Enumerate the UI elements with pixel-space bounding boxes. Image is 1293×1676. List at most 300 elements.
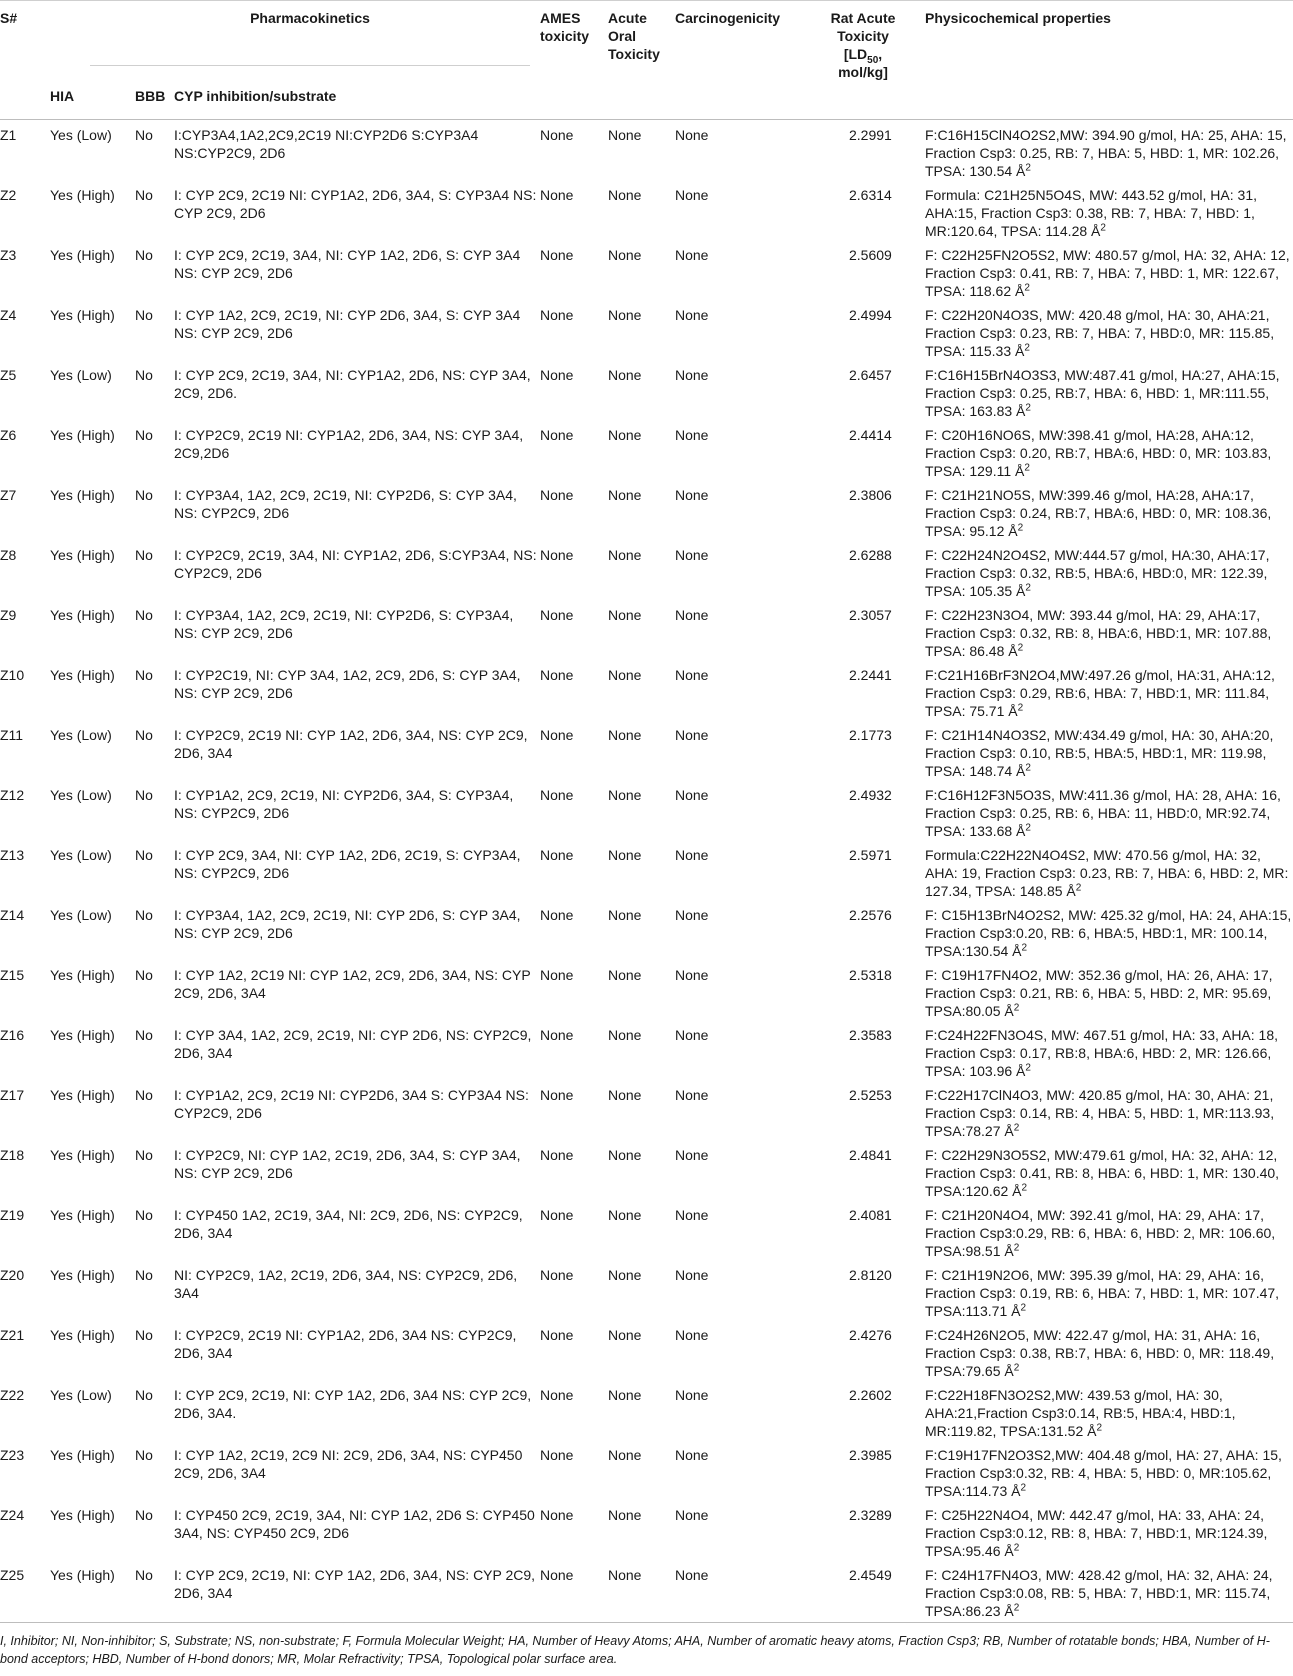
carcinogenicity-cell: None [675,667,709,683]
cyp-cell: I: CYP1A2, 2C9, 2C19 NI: CYP2D6, 3A4 S: CYP3A4 NS: CYP2C9, 2D6 [174,1087,529,1121]
physchem-text: F:C16H15BrN4O3S3, MW:487.41 g/mol, HA:27, AHA:15, Fraction Csp3: 0.25, RB:7, HBA: 6, HBD: 1, MR:111.55, TPSA: 163.83 Å [925,367,1280,419]
ames-cell: None [540,787,574,803]
compound-id: Z16 [0,1027,25,1043]
bbb-cell: No [135,367,153,383]
bbb-cell: No [135,187,153,203]
col-header-blank [675,81,819,120]
hia-cell: Yes (High) [50,1087,115,1103]
cyp-cell: I: CYP450 2C9, 2C19, 3A4, NI: CYP 1A2, 2D6 S: CYP450 3A4, NS: CYP450 2C9, 2D6 [174,1507,535,1541]
ames-cell: None [540,247,574,263]
pk-underline [90,9,530,66]
col-header-physchem: Physicochemical properties [925,10,1111,26]
tpsa-superscript: 2 [1075,882,1082,894]
physchem-cell [925,1380,1293,1440]
cyp-cell: I: CYP 2C9, 2C19, 3A4, NI: CYP 1A2, 2D6, S: CYP 3A4 NS: CYP 2C9, 2D6 [174,247,521,281]
carcinogenicity-cell: None [675,1567,709,1583]
physchem-cell [925,660,1293,720]
cyp-cell: I: CYP1A2, 2C9, 2C19, NI: CYP2D6, 3A4, S: CYP3A4, NS: CYP2C9, 2D6 [174,787,514,821]
cyp-cell: I: CYP 2C9, 2C19, NI: CYP 1A2, 2D6, 3A4 NS: CYP 2C9, 2D6, 3A4. [174,1387,532,1421]
table-row [0,120,1293,181]
physchem-text: F: C20H16NO6S, MW:398.41 g/mol, HA:28, AHA:12, Fraction Csp3: 0.20, RB:7, HBA:6, HBD: 0, MR: 103.83, TPSA: 129.11 Å [925,427,1272,479]
rat-acute-cell: 2.2991 [849,127,892,143]
hia-cell: Yes (High) [50,1147,115,1163]
ames-cell: None [540,1027,574,1043]
carcinogenicity-cell: None [675,1267,709,1283]
ames-cell: None [540,1507,574,1523]
compound-id: Z15 [0,967,25,983]
acute-oral-cell: None [608,1147,642,1163]
carcinogenicity-cell: None [675,307,709,323]
acute-oral-cell: None [608,1087,642,1103]
tpsa-superscript: 2 [1025,822,1031,834]
bbb-cell: No [135,667,153,683]
compound-id: Z1 [0,127,17,143]
hia-cell: Yes (Low) [50,127,112,143]
tpsa-superscript: 2 [1013,1602,1020,1614]
cyp-cell: NI: CYP2C9, 1A2, 2C19, 2D6, 3A4, NS: CYP2C9, 2D6, 3A4 [174,1267,518,1301]
bbb-cell: No [135,1207,153,1223]
hia-cell: Yes (Low) [50,727,112,743]
physchem-cell [925,1080,1293,1140]
rat-acute-cell: 2.6314 [849,187,892,203]
physchem-cell [925,120,1293,181]
physchem-cell [925,900,1293,960]
table-row [0,960,1293,1020]
hia-cell: Yes (Low) [50,907,112,923]
col-header-bbb: BBB [135,88,166,104]
acute-oral-cell: None [608,1027,642,1043]
table-row [0,420,1293,480]
physchem-cell [925,1260,1293,1320]
ames-cell: None [540,1567,574,1583]
hia-cell: Yes (High) [50,247,115,263]
cyp-cell: I: CYP450 1A2, 2C19, 3A4, NI: 2C9, 2D6, NS: CYP2C9, 2D6, 3A4 [174,1207,523,1241]
hia-cell: Yes (High) [50,607,115,623]
cyp-cell: I: CYP 2C9, 2C19, 3A4, NI: CYP1A2, 2D6, NS: CYP 3A4, 2C9, 2D6. [174,367,531,401]
table-row [0,900,1293,960]
ames-cell: None [540,847,574,863]
table-row [0,1020,1293,1080]
physchem-cell [925,1560,1293,1620]
tpsa-superscript: 2 [1024,462,1030,474]
col-header-blank [925,81,1293,120]
bbb-cell: No [135,907,153,923]
hia-cell: Yes (High) [50,547,115,563]
physchem-cell [925,1500,1293,1560]
acute-oral-cell: None [608,787,642,803]
physchem-cell [925,420,1293,480]
hia-cell: Yes (High) [50,1507,115,1523]
tpsa-superscript: 2 [1025,162,1031,174]
bbb-cell: No [135,1267,153,1283]
ames-cell: None [540,907,574,923]
compound-id: Z7 [0,487,17,503]
carcinogenicity-cell: None [675,847,709,863]
hia-cell: Yes (High) [50,307,115,323]
rat-acute-cell: 2.5318 [849,967,892,983]
acute-oral-cell: None [608,1327,642,1343]
rat-acute-post: , mol/kg] [838,46,888,80]
table-footnote: I, Inhibitor; NI, Non-inhibitor; S, Substrate; NS, non-substrate; F, Formula Molecular Weight; HA, Number of Heavy Atoms; AHA, Number of aromatic heavy atoms, Fraction Csp3; RB, Number of rotatable bonds; HBA, Number of H-bond acceptors; HBD, Number of H-bond donors; MR, Molar Refractivity; TPSA, Topological polar surface area. [0,1622,1293,1668]
ames-cell: None [540,187,574,203]
table-body [0,120,1293,1621]
table-row [0,480,1293,540]
physchem-text: F: C22H24N2O4S2, MW:444.57 g/mol, HA:30, AHA:17, Fraction Csp3: 0.32, RB:5, HBA:6, HBD:0, MR: 122.39, TPSA: 105.35 Å [925,547,1270,599]
compound-id: Z9 [0,607,17,623]
physchem-cell [925,780,1293,840]
ames-cell: None [540,1087,574,1103]
carcinogenicity-cell: None [675,1447,709,1463]
physchem-text: F: C22H25FN2O5S2, MW: 480.57 g/mol, HA: 32, AHA: 12, Fraction Csp3: 0.41, RB: 7, HBA: 7, HBD: 1, MR: 122.67, TPSA: 118.62 Å [925,247,1290,299]
bbb-cell: No [135,607,153,623]
physchem-cell [925,360,1293,420]
hia-cell: Yes (Low) [50,787,112,803]
table-row [0,600,1293,660]
table-row [0,1200,1293,1260]
rat-acute-cell: 2.4994 [849,307,892,323]
physchem-text: F: C25H22N4O4, MW: 442.47 g/mol, HA: 33, AHA: 24, Fraction Csp3:0.12, RB: 8, HBA: 7, HBD:1, MR:124.39, TPSA:95.46 Å [925,1507,1268,1559]
compound-id: Z5 [0,367,17,383]
physchem-cell [925,840,1293,900]
physchem-text: F: C21H20N4O4, MW: 392.41 g/mol, HA: 29, AHA: 17, Fraction Csp3:0.29, RB: 6, HBA: 6, HBD: 2, MR: 106.60, TPSA:98.51 Å [925,1207,1276,1259]
compound-id: Z20 [0,1267,25,1283]
col-header-pharmacokinetics-cell [50,1,540,82]
tpsa-superscript: 2 [1024,282,1030,294]
rat-acute-cell: 2.4276 [849,1327,892,1343]
hia-cell: Yes (High) [50,487,115,503]
compound-id: Z3 [0,247,17,263]
tpsa-superscript: 2 [1017,522,1024,534]
physchem-cell [925,1020,1293,1080]
hia-cell: Yes (High) [50,187,115,203]
tpsa-superscript: 2 [1021,1182,1028,1194]
col-header-blank [608,81,675,120]
physchem-text: Formula:C22H22N4O4S2, MW: 470.56 g/mol, HA: 32, AHA: 19, Fraction Csp3: 0.23, RB: 7, HBA: 6, HBD: 2, MR: 127.34, TPSA: 148.85 Å [925,847,1289,899]
physchem-text: F: C21H19N2O6, MW: 395.39 g/mol, HA: 29, AHA: 16, Fraction Csp3: 0.19, RB: 6, HBA: 7, HBD: 1, MR: 107.47, TPSA:113.71 Å [925,1267,1280,1319]
compound-id: Z22 [0,1387,25,1403]
hia-cell: Yes (High) [50,1327,115,1343]
compound-id: Z11 [0,727,24,743]
ames-cell: None [540,487,574,503]
acute-oral-cell: None [608,607,642,623]
acute-oral-cell: None [608,187,642,203]
col-header-blank [540,81,608,120]
table-row [0,540,1293,600]
bbb-cell: No [135,727,153,743]
table-row [0,660,1293,720]
bbb-cell: No [135,1387,153,1403]
physchem-text: F:C16H15ClN4O2S2,MW: 394.90 g/mol, HA: 25, AHA: 15, Fraction Csp3: 0.25, RB: 7, HBA: 5, HBD: 1, MR: 102.26, TPSA: 130.54 Å [925,127,1287,179]
bbb-cell: No [135,1567,153,1583]
cyp-cell: I: CYP 1A2, 2C19 NI: CYP 1A2, 2C9, 2D6, 3A4, NS: CYP 2C9, 2D6, 3A4 [174,967,531,1001]
rat-acute-cell: 2.2576 [849,907,892,923]
rat-acute-cell: 2.5609 [849,247,892,263]
rat-acute-cell: 2.3057 [849,607,892,623]
physchem-cell [925,180,1293,240]
physchem-cell [925,1200,1293,1260]
tpsa-superscript: 2 [1024,342,1030,354]
tpsa-superscript: 2 [1017,702,1024,714]
carcinogenicity-cell: None [675,907,709,923]
hia-cell: Yes (High) [50,1567,115,1583]
compound-id: Z23 [0,1447,25,1463]
physchem-text: F:C24H22FN3O4S, MW: 467.51 g/mol, HA: 33, AHA: 18, Fraction Csp3: 0.17, RB:8, HBA:6, HBD: 2, MR: 126.66, TPSA: 103.96 Å [925,1027,1279,1079]
compound-id: Z21 [0,1327,25,1343]
tpsa-superscript: 2 [1013,1242,1020,1254]
carcinogenicity-cell: None [675,787,709,803]
physchem-text: F: C15H13BrN4O2S2, MW: 425.32 g/mol, HA: 24, AHA:15, Fraction Csp3:0.20, RB: 6, HBA:5, HBD:1, MR: 100.14, TPSA:130.54 Å [925,907,1292,959]
ames-cell: None [540,427,574,443]
compound-id: Z14 [0,907,25,923]
ames-cell: None [540,1327,574,1343]
rat-acute-cell: 2.3583 [849,1027,892,1043]
physchem-text: F:C21H16BrF3N2O4,MW:497.26 g/mol, HA:31, AHA:12, Fraction Csp3: 0.29, RB:6, HBA: 7, HBD:1, MR: 111.84, TPSA: 75.71 Å [925,667,1275,719]
bbb-cell: No [135,1327,153,1343]
compound-id: Z2 [0,187,17,203]
rat-acute-cell: 2.6457 [849,367,892,383]
rat-acute-cell: 2.2602 [849,1387,892,1403]
bbb-cell: No [135,127,153,143]
table-row [0,840,1293,900]
col-header-carcinogenicity: Carcinogenicity [675,10,781,26]
ames-cell: None [540,607,574,623]
tpsa-superscript: 2 [1025,762,1031,774]
carcinogenicity-cell: None [675,1387,709,1403]
physchem-text: F: C22H20N4O3S, MW: 420.48 g/mol, HA: 30, AHA:21, Fraction Csp3: 0.23, RB: 7, HBA: 7, HBD:0, MR: 115.85, TPSA: 115.33 Å [925,307,1275,359]
compound-id: Z4 [0,307,17,323]
physchem-cell [925,1320,1293,1380]
hia-cell: Yes (High) [50,1207,115,1223]
rat-acute-sub: 50 [867,54,879,66]
tpsa-superscript: 2 [1025,402,1031,414]
physchem-text: F: C22H23N3O4, MW: 393.44 g/mol, HA: 29, AHA:17, Fraction Csp3: 0.32, RB: 8, HBA:6, HBD:1, MR: 107.88, TPSA: 86.48 Å [925,607,1272,659]
cyp-cell: I: CYP3A4, 1A2, 2C9, 2C19, NI: CYP2D6, S: CYP 3A4, NS: CYP2C9, 2D6 [174,487,517,521]
physchem-text: Formula: C21H25N5O4S, MW: 443.52 g/mol, HA: 31, AHA:15, Fraction Csp3: 0.38, RB: 7, HBA: 7, HBD: 1, MR:120.64, TPSA: 114.28 Å [925,187,1257,239]
acute-oral-cell: None [608,1507,642,1523]
cyp-cell: I: CYP2C9, 2C19, 3A4, NI: CYP1A2, 2D6, S:CYP3A4, NS: CYP2C9, 2D6 [174,547,537,581]
compound-id: Z13 [0,847,25,863]
col-header-pharmacokinetics: Pharmacokinetics [250,10,370,26]
physchem-cell [925,240,1293,300]
carcinogenicity-cell: None [675,607,709,623]
bbb-cell: No [135,487,153,503]
cyp-cell: I: CYP2C9, 2C19 NI: CYP1A2, 2D6, 3A4 NS: CYP2C9, 2D6, 3A4 [174,1327,517,1361]
rat-acute-pre: Rat Acute Toxicity [LD [830,10,896,62]
physchem-cell [925,1440,1293,1500]
acute-oral-cell: None [608,1447,642,1463]
acute-oral-cell: None [608,967,642,983]
carcinogenicity-cell: None [675,187,709,203]
col-header-hia: HIA [50,88,75,104]
acute-oral-cell: None [608,307,642,323]
table-row [0,780,1293,840]
rat-acute-cell: 2.1773 [849,727,892,743]
compound-id: Z12 [0,787,25,803]
physchem-text: F:C24H26N2O5, MW: 422.47 g/mol, HA: 31, AHA: 16, Fraction Csp3: 0.38, RB:7, HBA: 6, HBD: 0, MR: 118.49, TPSA:79.65 Å [925,1327,1275,1379]
carcinogenicity-cell: None [675,727,709,743]
tpsa-superscript: 2 [1100,222,1106,234]
acute-oral-cell: None [608,907,642,923]
bbb-cell: No [135,1507,153,1523]
tpsa-superscript: 2 [1013,1362,1020,1374]
ames-cell: None [540,667,574,683]
tpsa-superscript: 2 [1021,942,1028,954]
rat-acute-cell: 2.5971 [849,847,892,863]
acute-oral-cell: None [608,427,642,443]
physchem-text: F:C16H12F3N5O3S, MW:411.36 g/mol, HA: 28, AHA: 16, Fraction Csp3: 0.25, RB: 6, HBA: 11, HBD:0, MR:92.74, TPSA: 133.68 Å [925,787,1281,839]
rat-acute-cell: 2.8120 [849,1267,892,1283]
tpsa-superscript: 2 [1096,1422,1103,1434]
table-row [0,360,1293,420]
table-row [0,300,1293,360]
hia-cell: Yes (Low) [50,367,112,383]
tpsa-superscript: 2 [1017,642,1024,654]
table-row [0,1440,1293,1500]
compound-id: Z6 [0,427,17,443]
cyp-cell: I: CYP 1A2, 2C9, 2C19, NI: CYP 2D6, 3A4, S: CYP 3A4 NS: CYP 2C9, 2D6 [174,307,521,341]
tpsa-superscript: 2 [1013,1122,1020,1134]
carcinogenicity-cell: None [675,1507,709,1523]
physchem-text: F:C19H17FN2O3S2,MW: 404.48 g/mol, HA: 27, AHA: 15, Fraction Csp3:0.32, RB: 4, HBA: 5, HBD: 0, MR:105.62, TPSA:114.73 Å [925,1447,1282,1499]
rat-acute-cell: 2.4549 [849,1567,892,1583]
ames-cell: None [540,1387,574,1403]
compound-id: Z25 [0,1567,25,1583]
table-row [0,1140,1293,1200]
bbb-cell: No [135,1087,153,1103]
compound-id: Z18 [0,1147,25,1163]
cyp-cell: I: CYP 2C9, 2C19, NI: CYP 1A2, 2D6, 3A4, NS: CYP 2C9, 2D6, 3A4 [174,1567,536,1601]
ames-cell: None [540,1147,574,1163]
col-header-blank [819,81,925,120]
rat-acute-cell: 2.4932 [849,787,892,803]
table-row [0,1320,1293,1380]
physchem-text: F: C19H17FN4O2, MW: 352.36 g/mol, HA: 26, AHA: 17, Fraction Csp3: 0.21, RB: 6, HBA: 5, HBD: 2, MR: 95.69, TPSA:80.05 Å [925,967,1273,1019]
col-header-rat-acute [819,1,925,82]
carcinogenicity-cell: None [675,247,709,263]
hia-cell: Yes (Low) [50,847,112,863]
ames-cell: None [540,727,574,743]
acute-oral-cell: None [608,547,642,563]
carcinogenicity-cell: None [675,1207,709,1223]
rat-acute-cell: 2.6288 [849,547,892,563]
rat-acute-cell: 2.4081 [849,1207,892,1223]
acute-oral-cell: None [608,1207,642,1223]
hia-cell: Yes (High) [50,967,115,983]
physchem-cell [925,1140,1293,1200]
ames-cell: None [540,127,574,143]
cyp-cell: I: CYP 1A2, 2C19, 2C9 NI: 2C9, 2D6, 3A4, NS: CYP450 2C9, 2D6, 3A4 [174,1447,523,1481]
compound-id: Z19 [0,1207,25,1223]
cyp-cell: I: CYP2C9, 2C19 NI: CYP1A2, 2D6, 3A4, NS: CYP 3A4, 2C9,2D6 [174,427,524,461]
physchem-text: F: C22H29N3O5S2, MW:479.61 g/mol, HA: 32, AHA: 12, Fraction Csp3: 0.41, RB: 8, HBA: 6, HBD: 1, MR: 130.40, TPSA:120.62 Å [925,1147,1280,1199]
col-header-acute-oral: Acute Oral Toxicity [608,10,660,62]
ames-cell: None [540,967,574,983]
physchem-text: F: C21H14N4O3S2, MW:434.49 g/mol, HA: 30, AHA:20, Fraction Csp3: 0.10, RB:5, HBA:5, HBD:1, MR: 119.98, TPSA: 148.74 Å [925,727,1274,779]
table-row [0,1380,1293,1440]
cyp-cell: I: CYP3A4, 1A2, 2C9, 2C19, NI: CYP2D6, S: CYP3A4, NS: CYP 2C9, 2D6 [174,607,514,641]
cyp-cell: I: CYP2C19, NI: CYP 3A4, 1A2, 2C9, 2D6, S: CYP 3A4, NS: CYP 2C9, 2D6 [174,667,521,701]
ames-cell: None [540,307,574,323]
bbb-cell: No [135,967,153,983]
rat-acute-cell: 2.4414 [849,427,892,443]
bbb-cell: No [135,1447,153,1463]
carcinogenicity-cell: None [675,1327,709,1343]
physchem-cell [925,300,1293,360]
carcinogenicity-cell: None [675,427,709,443]
compound-id: Z24 [0,1507,25,1523]
col-header-blank [0,81,50,120]
header-row-1 [0,1,1293,82]
ames-cell: None [540,1267,574,1283]
tpsa-superscript: 2 [1020,1302,1027,1314]
ames-cell: None [540,367,574,383]
rat-acute-cell: 2.2441 [849,667,892,683]
cyp-cell: I: CYP2C9, NI: CYP 1A2, 2C19, 2D6, 3A4, S: CYP 3A4, NS: CYP 2C9, 2D6 [174,1147,521,1181]
acute-oral-cell: None [608,247,642,263]
table-row [0,1080,1293,1140]
bbb-cell: No [135,247,153,263]
header-row-2 [0,81,1293,120]
acute-oral-cell: None [608,847,642,863]
acute-oral-cell: None [608,1267,642,1283]
acute-oral-cell: None [608,367,642,383]
table-row [0,1260,1293,1320]
table-row [0,1560,1293,1620]
physchem-text: F:C22H18FN3O2S2,MW: 439.53 g/mol, HA: 30, AHA:21,Fraction Csp3:0.14, RB:5, HBA:4, HBD:1, MR:119.82, TPSA:131.52 Å [925,1387,1236,1439]
cyp-cell: I:CYP3A4,1A2,2C9,2C19 NI:CYP2D6 S:CYP3A4 NS:CYP2C9, 2D6 [174,127,479,161]
tpsa-superscript: 2 [1020,1482,1027,1494]
acute-oral-cell: None [608,487,642,503]
cyp-cell: I: CYP 2C9, 2C19 NI: CYP1A2, 2D6, 3A4, S: CYP3A4 NS: CYP 2C9, 2D6 [174,187,537,221]
rat-acute-cell: 2.4841 [849,1147,892,1163]
compound-id: Z17 [0,1087,25,1103]
hia-cell: Yes (High) [50,1447,115,1463]
cyp-cell: I: CYP2C9, 2C19 NI: CYP 1A2, 2D6, 3A4, NS: CYP 2C9, 2D6, 3A4 [174,727,528,761]
acute-oral-cell: None [608,1387,642,1403]
compound-id: Z10 [0,667,25,683]
hia-cell: Yes (Low) [50,1387,112,1403]
rat-acute-cell: 2.3985 [849,1447,892,1463]
physchem-cell [925,540,1293,600]
carcinogenicity-cell: None [675,1087,709,1103]
cyp-cell: I: CYP 2C9, 3A4, NI: CYP 1A2, 2D6, 2C19, S: CYP3A4, NS: CYP2C9, 2D6 [174,847,521,881]
acute-oral-cell: None [608,1567,642,1583]
ames-cell: None [540,1447,574,1463]
col-header-sno: S# [0,10,18,26]
tpsa-superscript: 2 [1013,1542,1020,1554]
compound-id: Z8 [0,547,17,563]
carcinogenicity-cell: None [675,547,709,563]
table-row [0,180,1293,240]
physchem-cell [925,480,1293,540]
carcinogenicity-cell: None [675,1147,709,1163]
hia-cell: Yes (High) [50,1267,115,1283]
physchem-cell [925,960,1293,1020]
physchem-cell [925,600,1293,660]
bbb-cell: No [135,1147,153,1163]
ames-cell: None [540,547,574,563]
hia-cell: Yes (High) [50,1027,115,1043]
bbb-cell: No [135,427,153,443]
physchem-text: F: C21H21NO5S, MW:399.46 g/mol, HA:28, AHA:17, Fraction Csp3: 0.24, RB:7, HBA:6, HBD: 0, MR: 108.36, TPSA: 95.12 Å [925,487,1272,539]
acute-oral-cell: None [608,727,642,743]
bbb-cell: No [135,547,153,563]
table-row [0,1500,1293,1560]
carcinogenicity-cell: None [675,127,709,143]
tpsa-superscript: 2 [1013,1002,1020,1014]
acute-oral-cell: None [608,127,642,143]
table-row [0,240,1293,300]
